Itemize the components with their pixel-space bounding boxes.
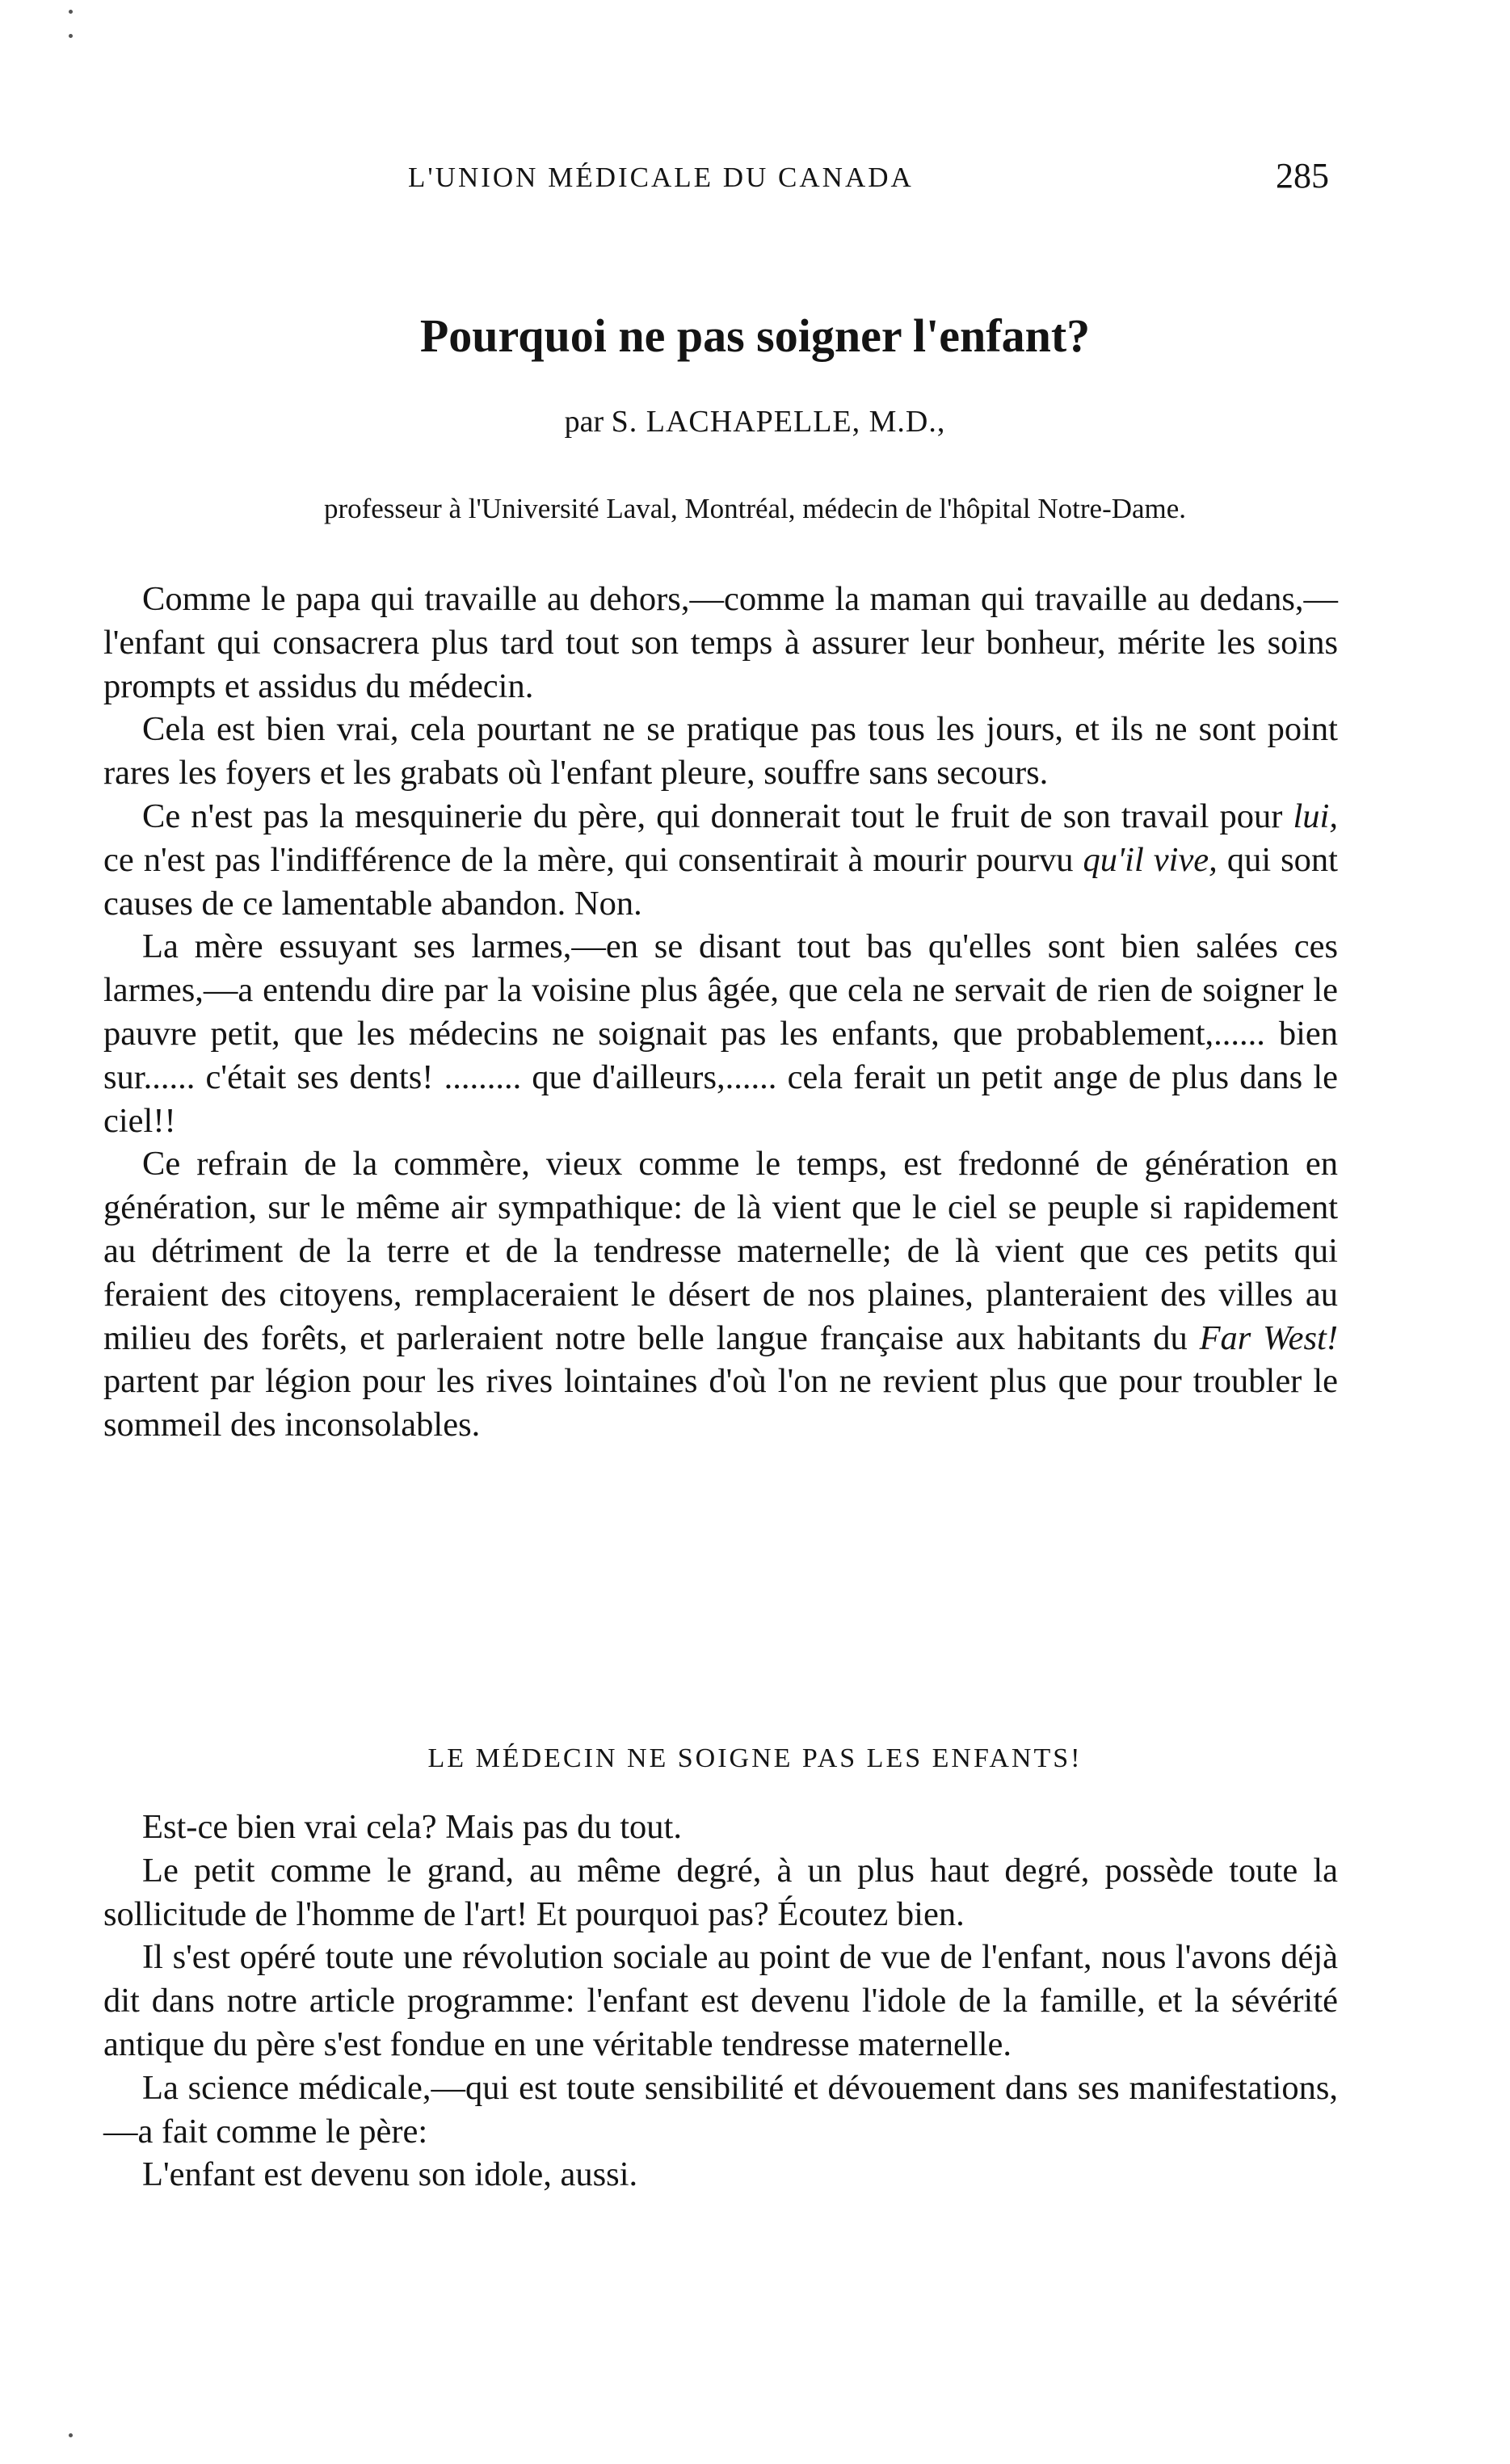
paragraph-3 [103, 795, 1338, 925]
paragraph-10: L'enfant est devenu son idole, aussi. [142, 2155, 638, 2194]
article-title: Pourquoi ne pas soigner l'enfant? [419, 309, 1091, 362]
scan-speck [69, 34, 73, 38]
paragraph-3-text-a: Ce n'est pas la mesquinerie du père, qui donnerait tout le fruit de son travail pour [142, 797, 1293, 835]
journal-title: L'UNION MÉDICALE DU CANADA [408, 162, 914, 193]
paragraph-5-text-b: partent par légion pour les rives lointaines d'où l'on ne revient plus que pour troubler le sommeil des inconsolables. [103, 1362, 1338, 1444]
paragraph-3-italic-a: lui, [1293, 797, 1338, 835]
paragraph-3-text-b: ce n'est pas l'indifférence de la mère, qui consentirait à mourir pourvu [103, 840, 1083, 879]
paragraph-7: Le petit comme le grand, au même degré, à un plus haut degré, possède toute la sollicitude de l'homme de l'art! Et pourquoi pas? Écoutez bien. [103, 1851, 1338, 1933]
author-affiliation: professeur à l'Université Laval, Montréal, médecin de l'hôpital Notre-Dame. [323, 493, 1187, 524]
paragraph-4: La mère essuyant ses larmes,—en se disant tout bas qu'elles sont bien salées ces larmes,—a entendu dire par la voisine plus âgée, que cela ne servait de rien de soigner le pauvre petit, que les médecins ne soignait pas les enfants, que probablement,...... bien sur...... c'était ses dents! ......... que d'ailleurs,...... cela ferait un petit ange de plus dans le ciel!! [103, 927, 1338, 1140]
paragraph-5-italic: Far West! [1199, 1318, 1339, 1357]
paragraph-6: Est-ce bien vrai cela? Mais pas du tout. [142, 1808, 682, 1846]
paragraph-3-italic-b: qu'il vive, [1083, 840, 1218, 879]
paragraph-1: Comme le papa qui travaille au dehors,—comme la maman qui travaille au dedans,—l'enfant qui consacrera plus tard tout son temps à assurer leur bonheur, mérite les soins prompts et assidus du médecin. [103, 580, 1338, 705]
byline [0, 404, 1510, 439]
paragraph-3-text-c: qui sont causes de ce lamentable abandon. Non. [103, 840, 1338, 923]
paragraph-5 [103, 1142, 1338, 1447]
scan-speck [69, 2433, 73, 2437]
paragraph-2: Cela est bien vrai, cela pourtant ne se pratique pas tous les jours, et ils ne sont point rares les foyers et les grabats où l'enfant pleure, souffre sans secours. [103, 710, 1338, 793]
author-name: S. LACHAPELLE, M.D., [611, 405, 946, 439]
page-number: 285 [1276, 156, 1329, 196]
article-body [103, 578, 1338, 1447]
paragraph-9: La science médicale,—qui est toute sensibilité et dévouement dans ses manifestations,—a fait comme le père: [103, 2068, 1338, 2151]
running-header [408, 156, 1329, 210]
paragraph-5-text-a: Ce refrain de la commère, vieux comme le temps, est fredonné de génération en génération, sur le même air sympathique: de là vient que le ciel se peuple si rapidement au détriment de la terre et de la tendresse maternelle; de là vient que ces petits qui feraient des citoyens, remplaceraient le désert de nos plaines, planteraient des villes au milieu des forêts, et parleraient notre belle langue française aux habitants du [103, 1145, 1338, 1357]
paragraph-8: Il s'est opéré toute une révolution sociale au point de vue de l'enfant, nous l'avons déjà dit dans notre article programme: l'enfant est devenu l'idole de la famille, et la sévérité antique du père s'est fondue en une véritable tendresse maternelle. [103, 1938, 1338, 2063]
section-heading: LE MÉDECIN NE SOIGNE PAS LES ENFANTS! [427, 1743, 1083, 1773]
article-body-continued [103, 1806, 1338, 2197]
byline-prefix: par [564, 405, 604, 439]
scan-speck [69, 10, 73, 14]
